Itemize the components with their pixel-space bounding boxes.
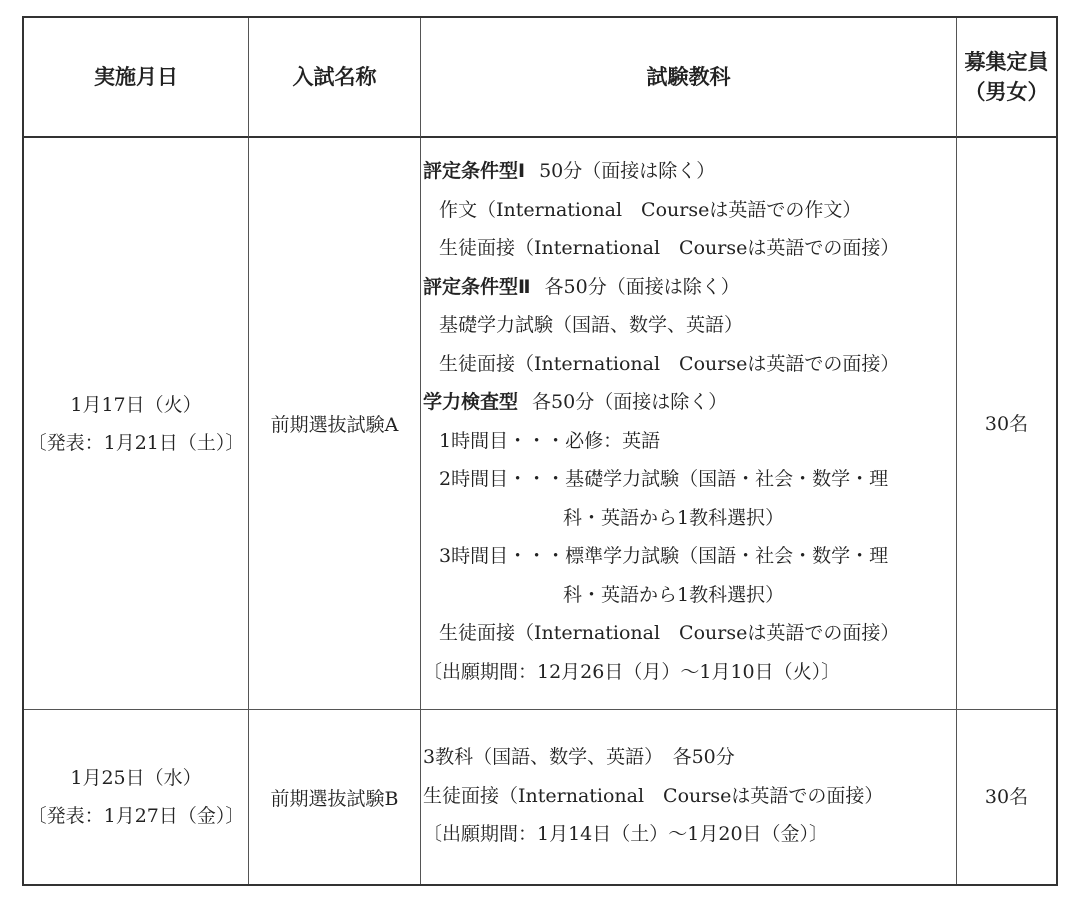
row-a-name: 前期選抜試験A (270, 414, 399, 436)
type3-period1: 1時間目・・・必修：英語 (439, 429, 661, 452)
row-b-date-cell (24, 710, 249, 884)
row-b-date: 1月25日（水） (70, 767, 202, 789)
type2-line (423, 268, 956, 307)
type2-item-interview: 生徒面接（International Courseは英語での面接） (439, 352, 900, 375)
type3-period3: 3時間目・・・標準学力試験（国語・社会・数学・理 (439, 545, 889, 567)
type3-note: 各50分（面接は除く） (532, 391, 728, 413)
type1-line (423, 152, 956, 191)
exam-schedule-table (22, 16, 1058, 886)
type3-period2-cont: 科・英語から1教科選択） (563, 506, 785, 529)
header-capacity (957, 18, 1056, 138)
row-b-capacity-cell (957, 710, 1056, 884)
row-a-capacity: 30名 (984, 412, 1029, 435)
type1-title: 評定条件型Ⅰ (423, 160, 526, 182)
type1-item-interview: 生徒面接（International Courseは英語での面接） (439, 237, 900, 259)
row-a-application-period: 〔出願期間：12月26日（月）～1月10日（火）〕 (423, 660, 841, 683)
header-date-label: 実施月日 (94, 65, 178, 89)
type3-period2: 2時間目・・・基礎学力試験（国語・社会・数学・理 (439, 468, 889, 490)
row-b-capacity: 30名 (984, 786, 1029, 808)
header-subjects (421, 18, 957, 138)
row-a-name-cell (249, 138, 421, 710)
header-capacity-label: 募集定員 (964, 50, 1049, 74)
header-name (249, 18, 421, 138)
type1-item-essay: 作文（International Courseは英語での作文） (439, 198, 862, 221)
row-a-capacity-cell (957, 138, 1056, 710)
row-b-application-period: 〔出願期間：1月14日（土）～1月20日（金）〕 (423, 823, 829, 845)
type2-item-basic-test: 基礎学力試験（国語、数学、英語） (439, 314, 744, 336)
header-name-label: 入試名称 (292, 65, 377, 89)
type3-line (423, 383, 956, 422)
type1-note: 50分（面接は除く） (539, 160, 716, 182)
type2-note: 各50分（面接は除く） (544, 275, 740, 298)
header-subjects-label: 試験教科 (646, 65, 731, 89)
row-b-subjects-line1: 3教科（国語、数学、英語） 各50分 (423, 746, 735, 768)
row-b-name: 前期選抜試験B (270, 787, 399, 810)
row-b-name-cell (249, 710, 421, 884)
type3-period3-cont: 科・英語から1教科選択） (563, 583, 785, 606)
row-b-subjects-cell (421, 710, 957, 884)
row-b-subjects-line2: 生徒面接（International Courseは英語での面接） (423, 784, 884, 807)
row-a-announce: 〔発表：1月21日（土）〕 (27, 431, 245, 454)
header-capacity-sublabel: （男女） (964, 80, 1049, 104)
type3-title: 学力検査型 (423, 391, 519, 413)
type3-interview: 生徒面接（International Courseは英語での面接） (439, 622, 900, 644)
header-date (24, 18, 249, 138)
row-a-date-cell (24, 138, 249, 710)
type2-title: 評定条件型Ⅱ (423, 275, 531, 298)
row-a-date: 1月17日（火） (70, 393, 202, 416)
row-a-subjects-cell (421, 138, 957, 710)
row-b-announce: 〔発表：1月27日（金）〕 (27, 805, 245, 827)
